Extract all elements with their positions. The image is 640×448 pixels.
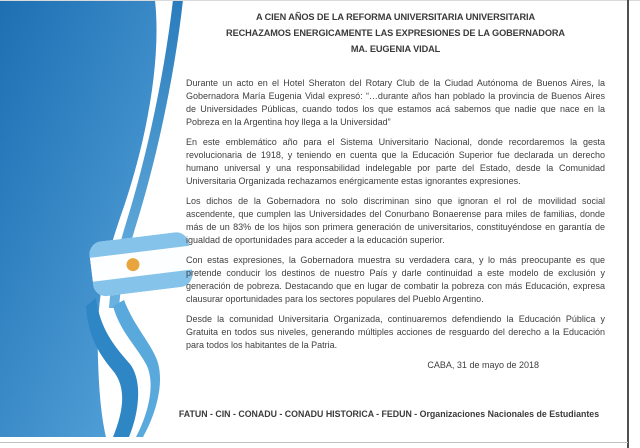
page-border-right <box>627 0 629 448</box>
paragraph-4: Con estas expresiones, la Gobernadora muestra su verdadera cara, y lo más preocupante es que pretende conducir los destinos de nuestro País y darle continuidad a este modelo de exclusión y generación de pobreza. Destacando que en lugar de combatir la pobreza con más Educación, expresa clausurar oportunidades para los sectores populares del Pueblo Argentino. <box>186 255 605 304</box>
paragraph-2: En este emblemático año para el Sistema Universitario Nacional, donde recordaremos la gesta revolucionaria de 1918, y teniendo en cuenta que la Educación Superior fue declarada un derecho humano universal y una responsabilidad indelegable por parte del Estado, desde la Comunidad Universitaria Organizada rechazamos enérgicamente estas ignorantes expresiones. <box>186 137 605 186</box>
date-line: CABA, 31 de mayo de 2018 <box>427 360 539 370</box>
footer-organizations: FATUN - CIN - CONADU - CONADU HISTORICA - FEDUN - Organizaciones Nacionales de Estudiantes <box>178 409 600 419</box>
title-line-3: MA. EUGENIA VIDAL <box>350 44 441 54</box>
page-border-top <box>0 0 640 1</box>
title-line-2: RECHAZAMOS ENERGICAMENTE LAS EXPRESIONES DE LA GOBERNADORA <box>226 28 565 38</box>
paragraph-5: Desde la comunidad Universitaria Organizada, continuaremos defendiendo la Educación Pública y Gratuita en todos sus niveles, generando múltiples acciones de resguardo del derecho a la Educación para todos los habitantes de la Patria. <box>186 314 605 350</box>
document-title <box>186 9 605 57</box>
flag-svg <box>0 0 200 448</box>
title-line-1: A CIEN AÑOS DE LA REFORMA UNIVERSITARIA UNIVERSITARIA <box>255 12 535 22</box>
paragraph-3: Los dichos de la Gobernadora no solo discriminan sino que ignoran el rol de movilidad social ascendente, que cumplen las Universidades del Conurbano Bonaerense para miles de familias, donde más de un 83% de los hijos son primera generación de universitarios, constituyéndose en garantía de igualdad de oportunidades para acceder a la educación superior. <box>186 196 605 245</box>
page-border-bottom <box>0 442 628 443</box>
document-body <box>186 77 605 372</box>
argentine-flag-ribbon-graphic <box>0 0 200 448</box>
paragraph-1: Durante un acto en el Hotel Sheraton del Rotary Club de la Ciudad Autónoma de Buenos Aires, la Gobernadora María Eugenia Vidal expresó: “…durante años han poblado la provincia de Buenos Aires de Universidades Públicas, cuando todos los que estamos acá sabemos que nadie que nace en la Pobreza en la Argentina hoy llega a la Universidad” <box>186 78 605 127</box>
